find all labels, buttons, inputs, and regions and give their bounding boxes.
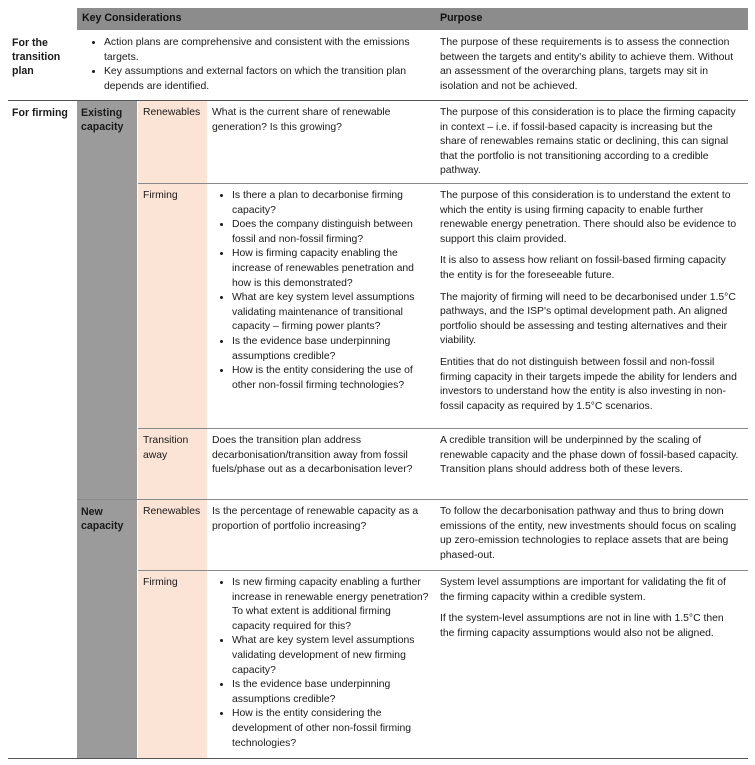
transition-away-question: Does the transition plan address decarbonisation/transition away from fossil fuels/phase out as a decarbonisation lever? <box>212 435 413 476</box>
existing-capacity-label: Existing capacity <box>81 107 124 133</box>
existing-renewables-label: Renewables <box>143 107 201 118</box>
list-item: • Action plans are comprehensive and consistent with the emissions targets. <box>104 36 430 65</box>
row-label-for-firming: For firming <box>12 107 68 119</box>
transition-away-label: Transition away <box>143 435 189 461</box>
list-item: • Is the evidence base underpinning assumptions credible? <box>232 335 430 364</box>
transition-plan-considerations <box>90 36 430 94</box>
new-firming-label: Firming <box>143 577 178 588</box>
list-item: • How is the entity considering the development of other non-fossil firming technologies? <box>232 707 430 751</box>
table-bottom-rule <box>8 758 748 759</box>
existing-firming-list <box>218 189 430 393</box>
existing-capacity-cell <box>77 101 137 499</box>
header-purpose: Purpose <box>440 12 483 24</box>
existing-firming-purpose <box>440 189 742 421</box>
list-item: • Does the company distinguish between fossil and non-fossil firming? <box>232 218 430 247</box>
new-renewables-question: Is the percentage of renewable capacity as a proportion of portfolio increasing? <box>212 506 419 532</box>
existing-renewables-question: What is the current share of renewable generation? Is this growing? <box>212 107 391 133</box>
header-bar-left <box>8 8 76 30</box>
list-item: • Is the evidence base underpinning assumptions credible? <box>232 678 430 707</box>
new-firming-cell <box>138 571 207 758</box>
divider <box>77 499 748 500</box>
new-firming-questions <box>218 576 430 751</box>
divider <box>138 428 748 429</box>
purpose-paragraph: The majority of firming will need to be decarbonised under 1.5°C pathways, and the ISP's optimal development path. An aligned portfolio should be assessing and testing alternatives and their viability. <box>440 291 736 347</box>
new-capacity-label: New capacity <box>81 506 124 532</box>
existing-firming-label: Firming <box>143 190 178 201</box>
new-renewables-label: Renewables <box>143 506 201 517</box>
divider <box>138 570 748 571</box>
existing-renewables-purpose: The purpose of this consideration is to place the firming capacity in context – i.e. if fossil-based capacity is increasing but the share of renewables remains static or declining, this can signal that the portfolio is not transitioning according to a credible pathway. <box>440 107 736 177</box>
purpose-paragraph: Entities that do not distinguish between fossil and non-fossil firming capacity in their targets impede the ability for lenders and investors to understand how the entity is also investing in non-fossil capacity as required by 1.5°C scenarios. <box>440 356 737 412</box>
new-firming-purpose <box>440 576 740 648</box>
purpose-paragraph: The purpose of this consideration is to understand the extent to which the entity is using firming capacity to enable further renewable energy penetration. There should also be evidence to support this claim provided. <box>440 190 737 245</box>
divider <box>138 183 748 184</box>
existing-firming-cell <box>138 184 207 428</box>
transition-plan-list <box>90 36 430 94</box>
list-item: • How is the entity considering the use of other non-fossil firming technologies? <box>232 364 430 393</box>
list-item: • Is new firming capacity enabling a further increase in renewable energy penetration? To what extent is additional firming capacity required for this? <box>232 576 430 634</box>
purpose-paragraph: If the system-level assumptions are not in line with 1.5°C then the firming capacity assumptions would also not be aligned. <box>440 613 724 639</box>
row-label-transition-plan: For the transition plan <box>12 37 61 77</box>
new-firming-list <box>218 576 430 751</box>
list-item: • Is there a plan to decarbonise firming capacity? <box>232 189 430 218</box>
transition-plan-purpose: The purpose of these requirements is to assess the connection between the targets and entity's ability to achieve them. Without an assessment of the overarching plans, targets may sit in isolation and not be achieved. <box>440 37 734 92</box>
list-item: • Key assumptions and external factors on which the transition plan depends are identified. <box>104 65 430 94</box>
new-capacity-cell <box>77 500 137 758</box>
list-item: • How is firming capacity enabling the increase of renewables penetration and how is this demonstrated? <box>232 247 430 291</box>
purpose-paragraph: It is also to assess how reliant on fossil-based firming capacity the entity is for the foreseeable future. <box>440 255 726 281</box>
header-key-considerations: Key Considerations <box>82 12 182 24</box>
existing-firming-questions <box>218 189 430 393</box>
list-item: • What are key system level assumptions validating maintenance of transitional capacity – firming power plants? <box>232 291 430 335</box>
transition-away-purpose: A credible transition will be underpinned by the scaling of renewable capacity and the phase down of fossil-based capacity. Transition plans should address both of these levers. <box>440 435 739 476</box>
list-item: • What are key system level assumptions validating development of new firming capacity? <box>232 634 430 678</box>
new-renewables-purpose: To follow the decarbonisation pathway and thus to bring down emissions of the entity, new investments should focus on scaling up zero-emission technologies to replace assets that are being phased-out. <box>440 506 737 561</box>
purpose-paragraph: System level assumptions are important for validating the fit of the firming capacity within a credible system. <box>440 577 726 603</box>
